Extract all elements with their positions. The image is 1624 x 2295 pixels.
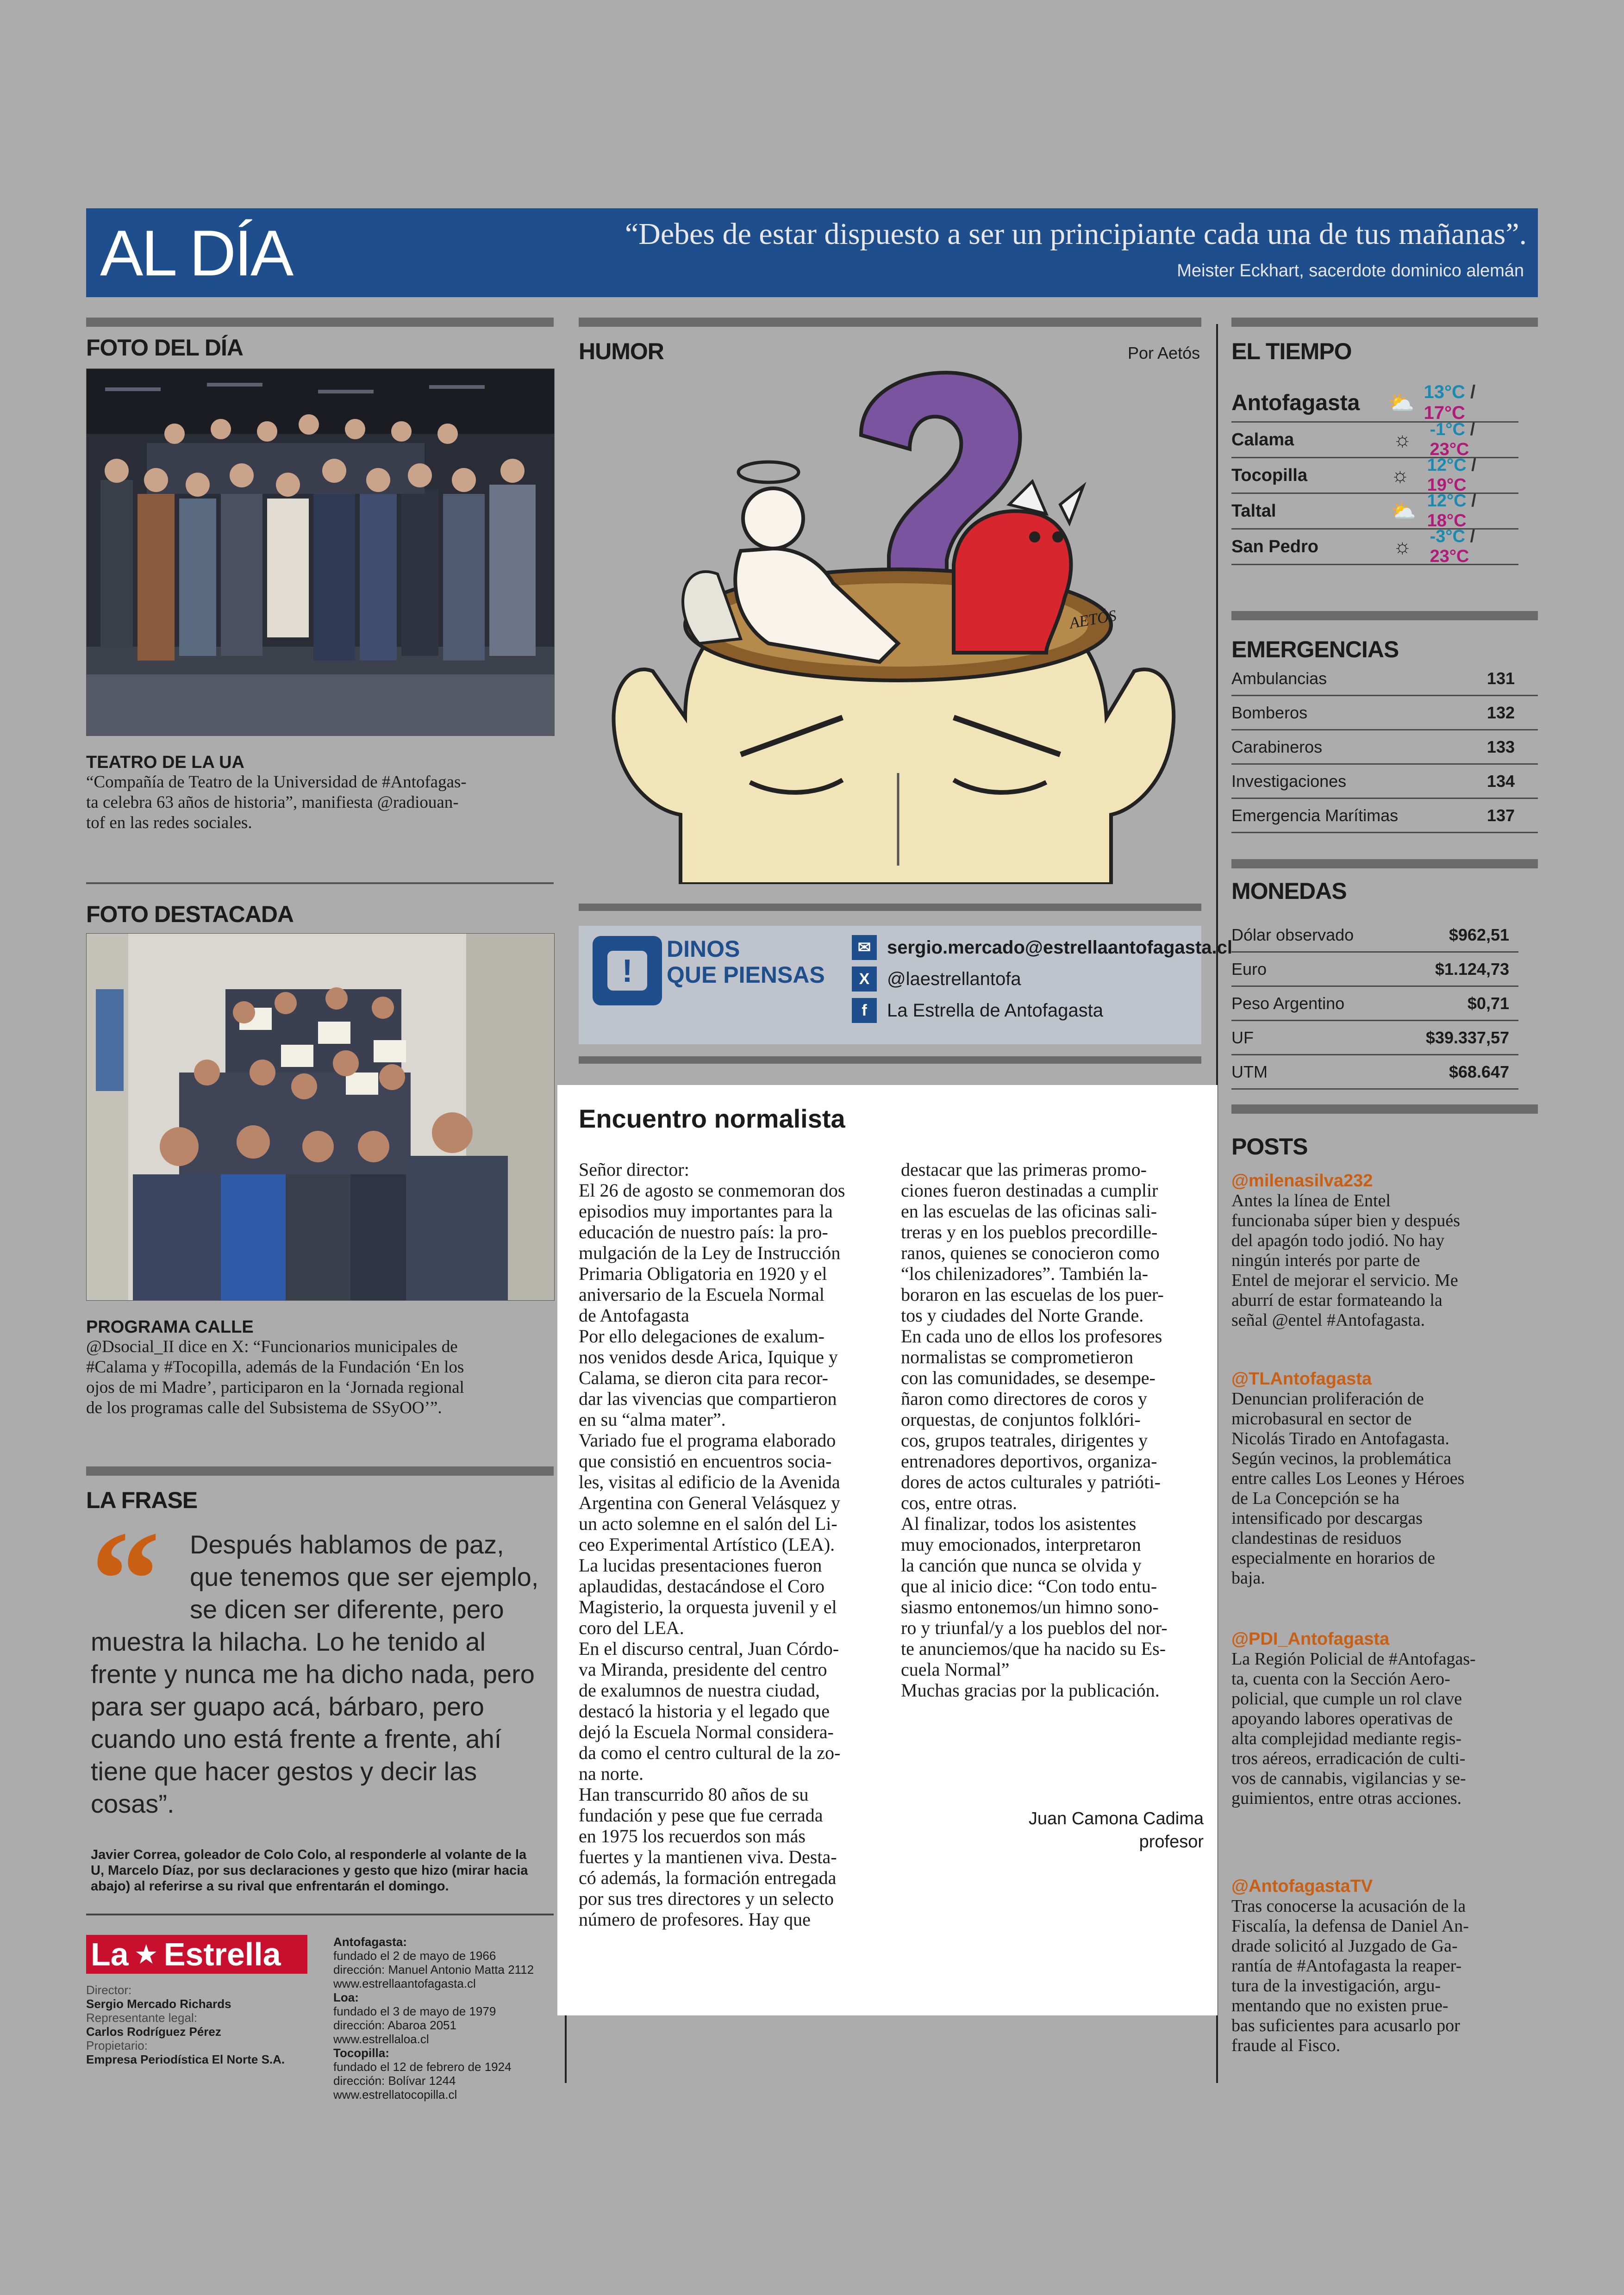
frase-text-indented: Después hablamos de paz, que tenemos que ser ejemplo, se dicen ser diferente, pero	[190, 1530, 539, 1624]
post-text: Tras conocerse la acusación de la Fiscalía, la defensa de Daniel An- drade solicitó al Juzgado de Ga- rantía de #Antofagasta la reaper- tura de la investigación, argu- mentando que no existen prue- bas suficientes para acusarlo por fraude al Fisco.	[1231, 1896, 1469, 2055]
section-rule	[579, 1056, 1201, 1064]
section-rule	[86, 1914, 554, 1915]
cartoon-signature: AETÓS	[1068, 607, 1118, 632]
frase-heading: LA FRASE	[86, 1487, 198, 1513]
currency-row: UTM $68.647	[1231, 1055, 1518, 1090]
letter-title: Encuentro normalista	[579, 1104, 845, 1133]
tiempo-heading: EL TIEMPO	[1231, 338, 1352, 364]
emergency-row: Ambulancias 131	[1231, 662, 1538, 696]
foto-destacada-caption-title: PROGRAMA CALLE	[86, 1317, 254, 1337]
foto-dia-caption-title: TEATRO DE LA UA	[86, 753, 244, 772]
frase-attribution: Javier Correa, goleador de Colo Colo, al responderle al volante de la U, Marcelo Díaz, por sus declaraciones y gesto que hizo (mirar hacia abajo) al referirse a su rival que enfrentarán el domingo.	[91, 1847, 528, 1894]
letter-column-1: Señor director: El 26 de agosto se conmemoran dos episodios muy importantes para la educación de nuestro país: la pro- mulgación de la Ley de Instrucción Primaria Obligatoria en 1920 y el aniversario de la Escuela Normal de Antofagasta Por ello delegaciones de exalum- nos venidos desde Arica, Iquique y Calama, se dieron cita para recor- dar las vivencias que compartieron en su “alma mater”. Variado fue el programa elaborado que consistió en encuentros socia- les, visitas al edificio de la Avenida Argentina con General Velásquez y un acto solemne en el salón del Li- ceo Experimental Artístico (LEA). La lucidas presentaciones fueron aplaudidas, destacándose el Coro Magisterio, la orquesta juvenil y el coro del LEA. En el discurso central, Juan Córdo- va Miranda, presidente del centro de exalumnos de nuestra ciudad, destacó la historia y el legado que dejó la Escuela Normal considera- da como el centro cultural de la zo- na norte. Han transcurrido 80 años de su fundación y pese que fue cerrada en 1975 los recuerdos son más fuertes y la mantienen viva. Desta- có además, la formación entregada por sus tres directores y un selecto número de profesores. Hay que	[579, 1159, 845, 1930]
post-text: La Región Policial de #Antofagas- ta, cuenta con la Sección Aero- policial, que cumple un rol clave apoyando labores operativas de alta complejidad mediante regis- tros aéreos, erradicación de culti- vos de cannabis, vigilancias y se- guimientos, entre otras acciones.	[1231, 1649, 1476, 1808]
daily-quote: “Debes de estar dispuesto a ser un principiante cada una de tus mañanas”.	[625, 217, 1527, 251]
post-item	[1231, 1629, 1532, 1809]
post-handle[interactable]: @AntofagastaTV	[1231, 1877, 1373, 1896]
section-rule	[86, 1466, 554, 1476]
emergency-row: Investigaciones 134	[1231, 765, 1538, 799]
star-icon: ★	[134, 1940, 158, 1970]
contact-box	[579, 926, 1232, 1044]
section-title: AL DÍA	[100, 217, 292, 289]
facebook-icon: f	[852, 998, 877, 1023]
emergency-row: Bomberos 132	[1231, 696, 1538, 730]
quote-author: Meister Eckhart, sacerdote dominico alemán	[1177, 261, 1524, 281]
emergency-row: Emergencia Marítimas 137	[1231, 799, 1538, 833]
partly-cloudy-icon: ⛅	[1388, 390, 1415, 415]
section-banner	[86, 208, 1538, 297]
sun-icon: ☼	[1393, 428, 1412, 451]
post-item	[1231, 1877, 1532, 2056]
emergency-table	[1231, 662, 1538, 833]
weather-table	[1231, 384, 1518, 565]
currency-row: UF $39.337,57	[1231, 1021, 1518, 1055]
currency-row: Dólar observado $962,51	[1231, 918, 1518, 953]
humor-heading: HUMOR	[579, 338, 664, 364]
letter-panel	[557, 1085, 1218, 2015]
masthead-editions: Antofagasta: fundado el 2 de mayo de 1966 dirección: Manuel Antonio Matta 2112 www.estrellaantofagasta.cl Loa: fundado el 3 de mayo de 1979 dirección: Abaroa 2051 www.estrellaloa.cl Tocopilla: fundado el 12 de febrero de 1924 dirección: Bolívar 1244 www.estrellatocopilla.cl	[333, 1935, 534, 2102]
frase-text: muestra la hilacha. Lo he tenido al frente y nunca me ha dicho nada, pero para ser guapo acá, bárbaro, pero cuando uno está frente a frente, ahí tiene que hacer gestos y decir las cosas”.	[91, 1627, 535, 1818]
post-item	[1231, 1171, 1532, 1330]
logo-la: La	[91, 1936, 129, 1972]
dinos-label: DINOS QUE PIENSAS	[667, 936, 825, 988]
section-rule	[86, 318, 554, 327]
section-rule	[1231, 1104, 1538, 1114]
humor-cartoon[interactable]	[602, 366, 1185, 884]
sun-icon: ☼	[1393, 535, 1412, 558]
letter-column-2: destacar que las primeras promo- ciones fueron destinadas a cumplir en las escuelas de las oficinas sali- treras y en los pueblos precordille- ranos, quienes se conocieron como “los chilenizadores”. También la- boraron en las escuelas de los puer- tos y ciudades del Norte Grande. En cada uno de ellos los profesores normalistas se comprometieron con las comunidades, se desempe- ñaron como directores de coros y orquestas, de conjuntos folklóri- cos, grupos teatrales, dirigentes y entrenadores deportivos, organiza- dores de actos culturales y patrióti- cos, entre otras. Al finalizar, todos los asistentes muy emocionados, interpretaron la canción que nunca se olvida y que al inicio dice: “Con todo entu- siasmo entonemos/un himno sono- ro y triunfal/y a los pueblos del nor- te anunciemos/que ha nacido su Es- cuela Normal” Muchas gracias por la publicación.	[901, 1159, 1168, 1701]
contact-email[interactable]: ✉ sergio.mercado@estrellaantofagasta.cl	[852, 935, 1232, 960]
letter-signature: Juan Camona Cadima profesor	[1028, 1809, 1204, 1852]
humor-credit: Por Aetós	[1128, 343, 1200, 362]
post-handle[interactable]: @milenasilva232	[1231, 1171, 1373, 1191]
masthead-credits: Director: Sergio Mercado Richards Representante legal: Carlos Rodríguez Pérez Propietario: Empresa Periodística El Norte S.A.	[86, 1983, 285, 2066]
x-icon: X	[852, 967, 877, 992]
section-rule	[579, 318, 1201, 327]
sun-icon: ☼	[1391, 464, 1410, 486]
post-text: Denuncian proliferación de microbasural en sector de Nicolás Tirado en Antofagasta. Según vecinos, la problemática entre calles Los Leones y Héroes de La Concepción se ha intensificado por descargas clandestinas de residuos especialmente en horarios de baja.	[1231, 1389, 1465, 1588]
comment-icon: !	[593, 936, 662, 1005]
section-rule	[1231, 859, 1538, 868]
weather-row: Calama ☼ -1°C / 23°C	[1231, 423, 1518, 458]
foto-dia-heading: FOTO DEL DÍA	[86, 335, 243, 361]
section-rule	[86, 882, 554, 884]
weather-row: Antofagasta ⛅ 13°C / 17°C	[1231, 384, 1518, 423]
foto-destacada-caption: @Dsocial_II dice en X: “Funcionarios municipales de #Calama y #Tocopilla, además de la Fundación ‘En los ojos de mi Madre’, participaron en la ‘Jornada regional de los programas calle del Subsistema de SSyOO’”.	[86, 1337, 464, 1417]
foto-dia-photo[interactable]	[86, 368, 555, 736]
post-text: Antes la línea de Entel funcionaba súper bien y después del apagón todo jodió. No hay ningún interés por parte de Entel de mejorar el servicio. Me aburrí de estar formateando la señal @entel #Antofagasta.	[1231, 1191, 1460, 1330]
weather-row: San Pedro ☼ -3°C / 23°C	[1231, 530, 1518, 565]
section-rule	[1231, 611, 1538, 620]
foto-destacada-heading: FOTO DESTACADA	[86, 901, 294, 927]
currency-table	[1231, 918, 1518, 1090]
currency-row: Peso Argentino $0,71	[1231, 987, 1518, 1021]
currency-row: Euro $1.124,73	[1231, 953, 1518, 987]
contact-x[interactable]: X @laestrellantofa	[852, 967, 1232, 992]
weather-row: Taltal ⛅ 12°C / 18°C	[1231, 494, 1518, 530]
section-rule	[1231, 318, 1538, 327]
contact-list	[852, 935, 1232, 1023]
quote-mark-icon: “	[91, 1503, 160, 1656]
post-item	[1231, 1369, 1532, 1588]
monedas-heading: MONEDAS	[1231, 878, 1347, 904]
newspaper-logo	[86, 1935, 307, 1974]
partly-cloudy-icon: ⛅	[1391, 500, 1417, 523]
mail-icon: ✉	[852, 935, 877, 960]
contact-facebook[interactable]: f La Estrella de Antofagasta	[852, 998, 1232, 1023]
posts-heading: POSTS	[1231, 1134, 1308, 1160]
foto-destacada-photo[interactable]	[86, 933, 555, 1301]
post-handle[interactable]: @PDI_Antofagasta	[1231, 1629, 1390, 1649]
section-rule	[579, 904, 1201, 911]
emergencias-heading: EMERGENCIAS	[1231, 636, 1399, 662]
emergency-row: Carabineros 133	[1231, 730, 1538, 765]
post-handle[interactable]: @TLAntofagasta	[1231, 1369, 1372, 1389]
logo-estrella: Estrella	[163, 1936, 281, 1972]
weather-row: Tocopilla ☼ 12°C / 19°C	[1231, 458, 1518, 494]
foto-dia-caption: “Compañía de Teatro de la Universidad de #Antofagas- ta celebra 63 años de historia”, manifiesta @radiouan- tof en las redes sociales.	[86, 773, 467, 832]
